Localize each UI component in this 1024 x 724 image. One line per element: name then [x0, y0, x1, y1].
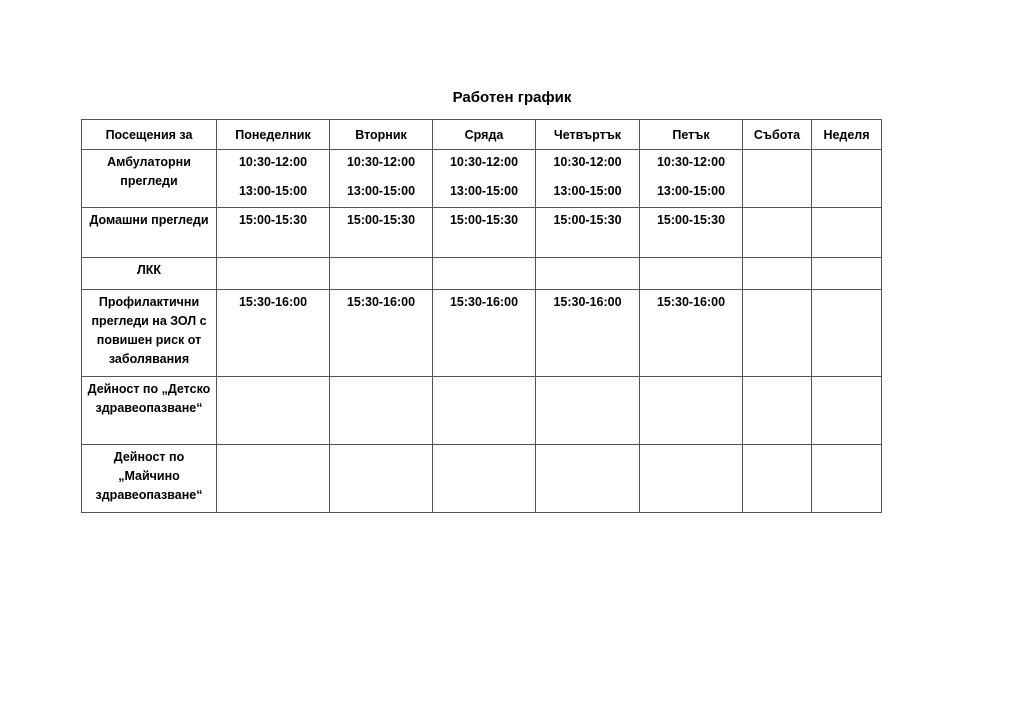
time-slot: 13:00-15:00 [553, 184, 622, 198]
table-cell [330, 150, 433, 208]
table-cell-empty [217, 445, 330, 513]
table-cell-empty [433, 258, 536, 290]
table-cell-empty [217, 377, 330, 445]
table-row [82, 290, 882, 377]
table-cell-empty [812, 445, 882, 513]
table-row [82, 258, 882, 290]
table-cell-empty [640, 258, 743, 290]
table-cell [433, 150, 536, 208]
table-cell-empty [743, 445, 812, 513]
time-slot: 10:30-12:00 [346, 155, 416, 169]
table-cell [536, 208, 640, 258]
table-cell-empty [330, 445, 433, 513]
day-header-thursday: Четвъртък [536, 120, 640, 150]
time-slot: 15:30-16:00 [346, 295, 416, 309]
table-cell-empty [217, 258, 330, 290]
time-slot: 15:30-16:00 [238, 295, 308, 309]
row-label: Дейност по „Майчино здравеопазване“ [82, 445, 217, 513]
time-slot: 15:30-16:00 [449, 295, 519, 309]
table-cell [330, 208, 433, 258]
table-row [82, 208, 882, 258]
table-cell [217, 208, 330, 258]
table-cell-empty [812, 258, 882, 290]
table-cell-empty [536, 377, 640, 445]
day-header-monday: Понеделник [217, 120, 330, 150]
time-slot: 15:00-15:30 [238, 213, 308, 227]
day-header-friday: Петък [640, 120, 743, 150]
table-cell [640, 290, 743, 377]
time-slot: 13:00-15:00 [346, 184, 416, 198]
day-header-wednesday: Сряда [433, 120, 536, 150]
table-cell [433, 290, 536, 377]
time-slot: 10:30-12:00 [449, 155, 519, 169]
row-label: Амбулаторни прегледи [82, 150, 217, 208]
table-cell [217, 290, 330, 377]
table-cell-empty [536, 445, 640, 513]
table-cell-empty [743, 150, 812, 208]
row-label: ЛКК [82, 258, 217, 290]
table-cell [640, 150, 743, 208]
day-header-saturday: Събота [743, 120, 812, 150]
table-cell [217, 150, 330, 208]
table-cell-empty [743, 290, 812, 377]
table-cell-empty [812, 208, 882, 258]
table-cell-empty [812, 150, 882, 208]
table-cell-empty [640, 377, 743, 445]
table-cell-empty [743, 377, 812, 445]
table-cell-empty [743, 258, 812, 290]
time-slot: 13:00-15:00 [656, 184, 726, 198]
time-slot: 10:30-12:00 [238, 155, 308, 169]
time-slot: 15:00-15:30 [656, 213, 726, 227]
table-cell [330, 290, 433, 377]
header-row [82, 120, 882, 150]
table-cell-empty [330, 377, 433, 445]
table-cell-empty [812, 377, 882, 445]
time-slot: 13:00-15:00 [449, 184, 519, 198]
table-cell-empty [640, 445, 743, 513]
table-cell-empty [433, 445, 536, 513]
row-label: Дейност по „Детско здравеопазване“ [82, 377, 217, 445]
table-cell [536, 290, 640, 377]
table-cell [536, 150, 640, 208]
table-cell-empty [330, 258, 433, 290]
table-cell-empty [812, 290, 882, 377]
table-cell-empty [743, 208, 812, 258]
table-row [82, 377, 882, 445]
table-row [82, 150, 882, 208]
corner-header: Посещения за [82, 120, 217, 150]
time-slot: 15:30-16:00 [656, 295, 726, 309]
time-slot: 15:00-15:30 [553, 213, 622, 227]
table-row [82, 445, 882, 513]
schedule-table [81, 119, 882, 513]
time-slot: 13:00-15:00 [238, 184, 308, 198]
table-cell [640, 208, 743, 258]
table-cell-empty [536, 258, 640, 290]
table-cell-empty [433, 377, 536, 445]
page-title: Работен график [452, 89, 572, 106]
time-slot: 15:00-15:30 [449, 213, 519, 227]
day-header-sunday: Неделя [812, 120, 882, 150]
time-slot: 10:30-12:00 [656, 155, 726, 169]
time-slot: 10:30-12:00 [553, 155, 622, 169]
time-slot: 15:00-15:30 [346, 213, 416, 227]
time-slot: 15:30-16:00 [553, 295, 622, 309]
row-label: Домашни прегледи [82, 208, 217, 258]
row-label: Профилактични прегледи на ЗОЛ с повишен риск от заболявания [82, 290, 217, 377]
table-cell [433, 208, 536, 258]
day-header-tuesday: Вторник [330, 120, 433, 150]
